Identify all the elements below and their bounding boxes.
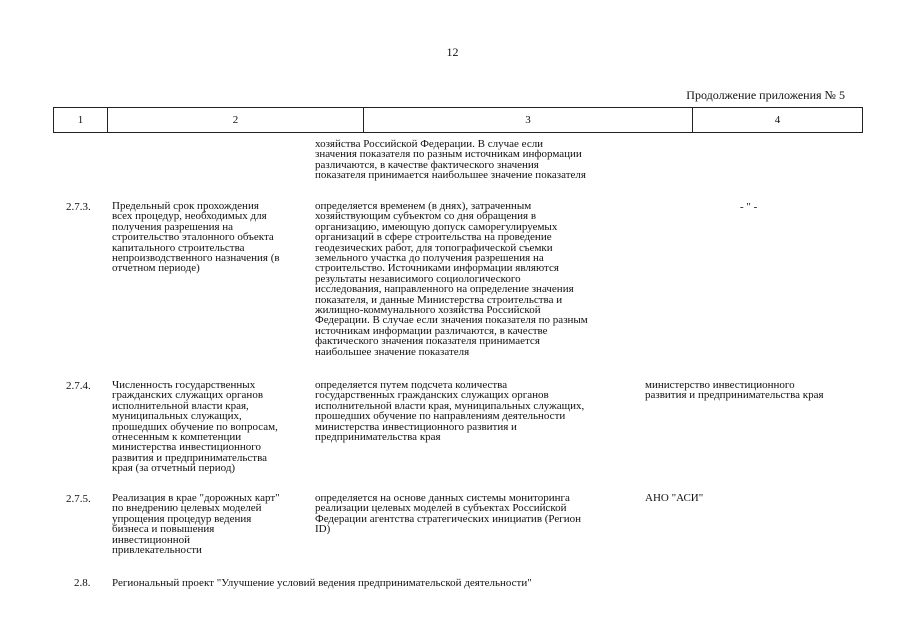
calculation-method: определяется временем (в днях), затраченным хозяйствующим субъектом со дня обращения в организацию, имеющую допуск саморегулируемых организаций в сфере строительства на проведение геодезических работ, для топографической съемки земельного участка до получения разрешения на строительство. Источниками информации являются результаты независимого социологического исследования, направленного на определение значения показателя, и данные Министерства строительства и жилищно-коммунального хозяйства Российской Федерации. В случае если значения показателя по разным источникам информации различаются, в качестве фактического значения показателя принимается наибольшее значение показателя <box>315 200 588 358</box>
indicator-name: Реализация в крае "дорожных карт" по внедрению целевых моделей упрощения процедур ведения бизнеса и повышения инвестиционной привлекательности <box>112 492 280 557</box>
indicator-name: Численность государственных гражданских служащих органов исполнительной власти края, муниципальных служащих, прошедших обучение по вопросам, отнесенным к компетенции министерства инвестиционного развития и предпринимательства края (за отчетный период) <box>112 379 278 475</box>
section-number: 2.8. <box>74 577 91 589</box>
indicator-name: Предельный срок прохождения всех процедур, необходимых для получения разрешения на строительство эталонного объекта капитального строительства непроизводственного назначения (в отчетном периоде) <box>112 200 280 275</box>
header-col-2: 2 <box>108 108 364 132</box>
header-col-4: 4 <box>774 114 781 126</box>
responsible-body: - " - <box>740 201 758 213</box>
table-header <box>53 107 863 133</box>
calculation-method: определяется на основе данных системы мониторинга реализации целевых моделей в субъектах Российской Федерации агентства стратегических инициатив (Регион ID) <box>315 492 582 536</box>
appendix-note: Продолжение приложения № 5 <box>686 88 845 102</box>
row-number: 2.7.4. <box>66 380 91 392</box>
responsible-body: АНО "АСИ" <box>645 492 704 504</box>
page-number: 12 <box>446 45 459 59</box>
row-number: 2.7.3. <box>66 201 91 213</box>
row-number: 2.7.5. <box>66 493 91 505</box>
section-title: Региональный проект "Улучшение условий ведения предпринимательской деятельности" <box>112 577 532 589</box>
calculation-method: определяется путем подсчета количества государственных гражданских служащих органов исполнительной власти края, муниципальных служащих, прошедших обучение по направлениям деятельности министерства инвестиционного развития и предпринимательства края <box>315 379 585 444</box>
responsible-body: министерство инвестиционного развития и предпринимательства края <box>645 379 824 402</box>
header-col-1: 1 <box>54 108 108 132</box>
continued-col3-text: хозяйства Российской Федерации. В случае если значения показателя по разным источникам информации различаются, в качестве фактического значения показателя принимается наибольшее значение показателя <box>315 138 586 182</box>
header-col-3: 3 <box>364 108 693 132</box>
